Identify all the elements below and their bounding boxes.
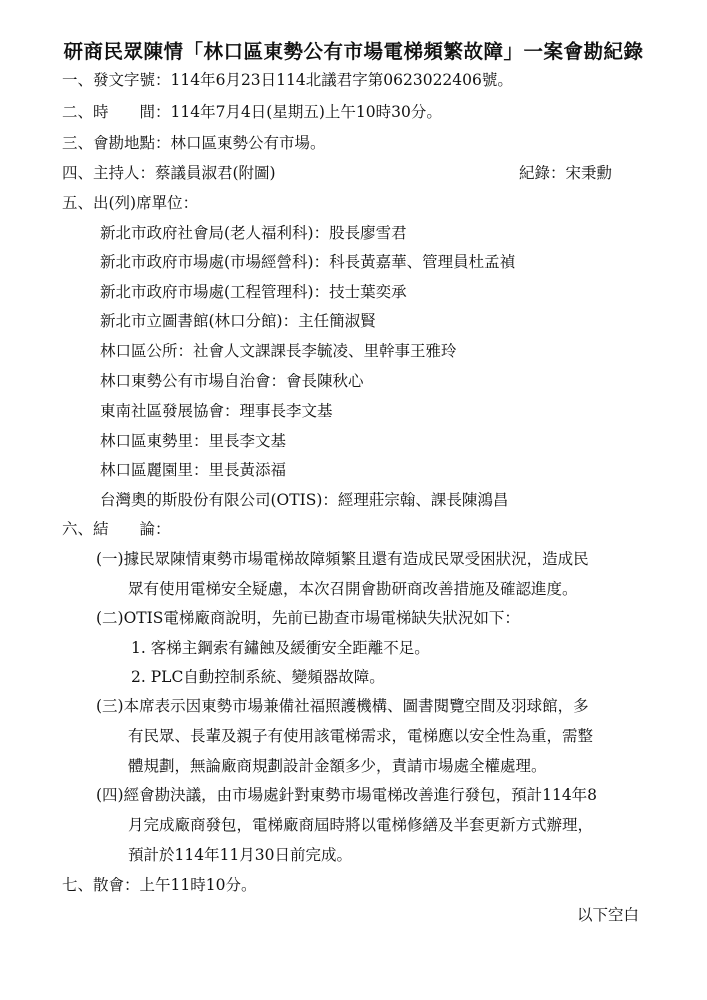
attendee-item: 新北市立圖書館(林口分館)：主任簡淑賢: [100, 312, 376, 330]
conclusion-3-line: 有民眾、長輩及親子有使用該電梯需求，電梯應以安全性為重，需整: [128, 727, 594, 745]
conclusion-4-line: 月完成廠商發包，電梯廠商屆時將以電梯修繕及半套更新方式辦理，: [128, 816, 594, 834]
attendee-item: 林口區東勢里：里長李文基: [100, 432, 287, 450]
document-title: 研商民眾陳情「林口區東勢公有市場電梯頻繁故障」一案會勘紀錄: [63, 40, 644, 63]
section-location: 三、會勘地點：林口區東勢公有市場。: [62, 134, 326, 152]
conclusion-2-item: 2. PLC自動控制系統、變頻器故障。: [131, 668, 385, 686]
section-attendees-heading: 五、出(列)席單位：: [62, 194, 199, 212]
conclusion-1-line: 眾有使用電梯安全疑慮，本次召開會勘研商改善措施及確認進度。: [128, 580, 578, 598]
attendee-item: 林口區麗園里：里長黃添福: [100, 461, 287, 479]
section-time: 二、時 間：114年7月4日(星期五)上午10時30分。: [62, 103, 442, 121]
attendee-item: 新北市政府社會局(老人福利科)：股長廖雪君: [100, 224, 407, 242]
section-document-number: 一、發文字號：114年6月23日114北議君字第0623022406號。: [62, 71, 513, 89]
conclusion-2-item: 1. 客梯主鋼索有鏽蝕及緩衝安全距離不足。: [131, 639, 430, 657]
blank-below-note: 以下空白: [576, 906, 639, 924]
conclusion-1-line: (一)據民眾陳情東勢市場電梯故障頻繁且還有造成民眾受困狀況，造成民: [96, 550, 589, 568]
section-adjournment: 七、散會：上午11時10分。: [62, 876, 257, 894]
attendee-item: 東南社區發展協會：理事長李文基: [100, 402, 333, 420]
conclusion-2-line: (二)OTIS電梯廠商說明，先前已勘查市場電梯缺失狀況如下：: [96, 609, 520, 627]
section-recorder: 紀錄：宋秉勳: [519, 164, 613, 182]
attendee-item: 林口東勢公有市場自治會：會長陳秋心: [100, 372, 364, 390]
conclusion-3-line: 體規劃，無論廠商規劃設計金額多少，責請市場處全權處理。: [128, 757, 547, 775]
conclusion-3-line: (三)本席表示因東勢市場兼備社福照護機構、圖書閱覽空間及羽球館，多: [96, 697, 589, 715]
attendee-item: 林口區公所：社會人文課課長李毓凌、里幹事王雅玲: [100, 342, 457, 360]
attendee-item: 台灣奧的斯股份有限公司(OTIS)：經理莊宗翰、課長陳鴻昌: [100, 491, 509, 509]
attendee-item: 新北市政府市場處(市場經營科)：科長黃嘉華、管理員杜孟禎: [100, 253, 516, 271]
conclusion-4-line: 預計於114年11月30日前完成。: [128, 846, 353, 864]
section-conclusions-heading: 六、結 論：: [62, 520, 171, 538]
attendee-item: 新北市政府市場處(工程管理科)：技士葉奕承: [100, 283, 407, 301]
conclusion-4-line: (四)經會勘決議，由市場處針對東勢市場電梯改善進行發包，預計114年8: [96, 786, 598, 804]
section-host: 四、主持人：蔡議員淑君(附圖): [62, 164, 276, 182]
